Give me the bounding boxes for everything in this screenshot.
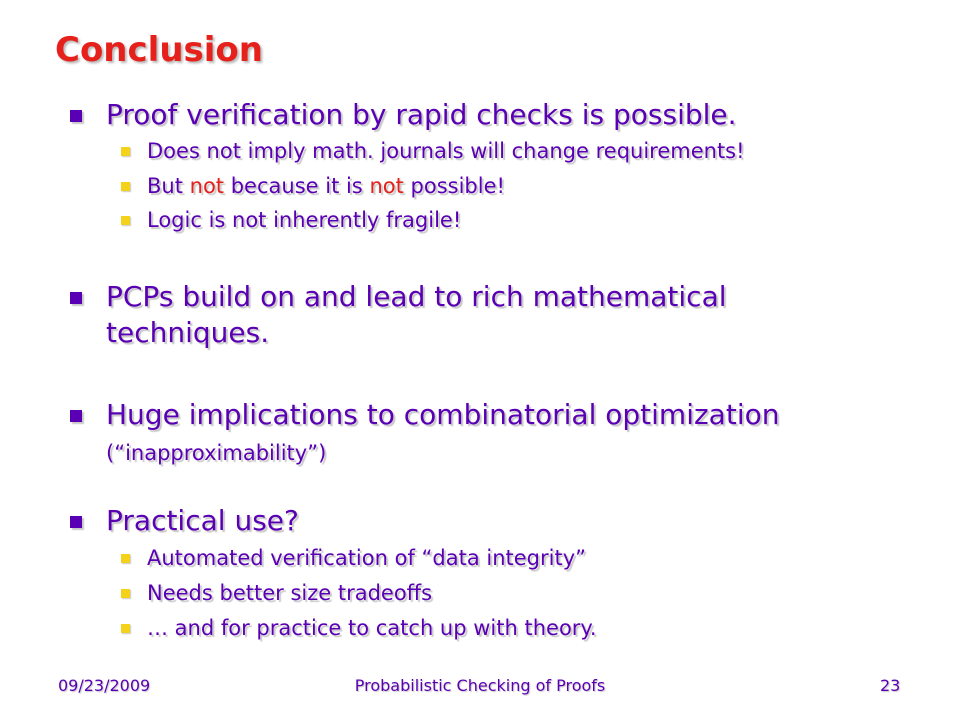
sub-bullet-4-1-text: Automated verification of “data integrity” (147, 546, 587, 570)
sub-bullet-4-2-text: Needs better size tradeoffs (147, 581, 433, 605)
bullet-3-text (70, 397, 910, 471)
bullet-1 (70, 97, 910, 133)
footer-page-number: 23 (880, 676, 901, 695)
sub-bullet-4-2 (121, 579, 921, 607)
footer-date: 09/23/2009 (58, 676, 151, 695)
text-segment: because it is (224, 174, 370, 198)
bullet-square-icon (70, 410, 82, 422)
sub-bullet-square-icon (121, 182, 130, 191)
bullet-square-icon (70, 110, 82, 122)
sub-bullet-1-3-text: Logic is not inherently fragile! (147, 208, 462, 232)
bullet-2 (70, 279, 830, 351)
text-segment: possible! (403, 174, 505, 198)
slide-title: Conclusion (55, 30, 263, 70)
sub-bullet-4-3 (121, 614, 921, 642)
sub-bullet-1-1-text: Does not imply math. journals will change requirements! (147, 139, 745, 163)
bullet-3-parenthetical: (“inapproximability”) (106, 441, 327, 465)
footer-title: Probabilistic Checking of Proofs (354, 676, 606, 695)
sub-bullet-square-icon (121, 216, 130, 225)
sub-bullet-1-2 (121, 172, 921, 200)
sub-bullet-1-1 (121, 137, 921, 165)
emphasis-not: not (189, 174, 225, 198)
bullet-3-main: Huge implications to combinatorial optimization (106, 398, 780, 431)
sub-bullet-1-3 (121, 206, 921, 234)
sub-bullet-square-icon (121, 554, 130, 563)
bullet-square-icon (70, 292, 82, 304)
bullet-4 (70, 503, 910, 539)
bullet-square-icon (70, 516, 82, 528)
bullet-4-text: Practical use? (106, 504, 299, 537)
bullet-3 (70, 397, 910, 471)
bullet-2-text: PCPs build on and lead to rich mathematical techniques. (106, 280, 727, 349)
sub-bullet-4-1 (121, 544, 921, 572)
sub-bullet-square-icon (121, 147, 130, 156)
bullet-1-text: Proof verification by rapid checks is possible. (106, 98, 737, 131)
text-segment: But (147, 174, 190, 198)
sub-bullet-square-icon (121, 589, 130, 598)
emphasis-not: not (369, 174, 404, 198)
sub-bullet-1-2-text (121, 172, 921, 200)
sub-bullet-4-3-text: … and for practice to catch up with theory. (147, 616, 597, 640)
sub-bullet-square-icon (121, 624, 130, 633)
